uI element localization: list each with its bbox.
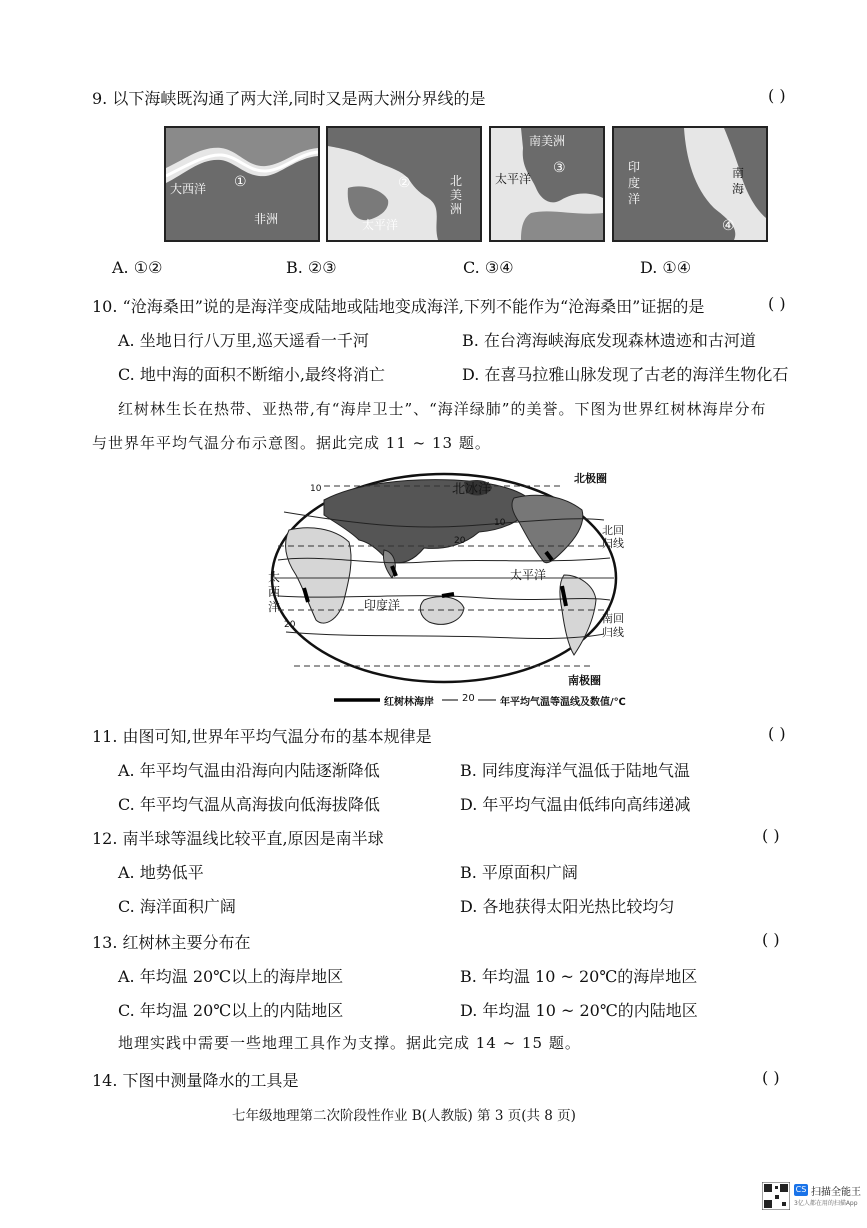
label-atlantic-3: 洋 (268, 600, 281, 614)
legend-mangrove-label: 红树林海岸 (384, 697, 434, 708)
map1-ocean-label: 大西洋 (170, 182, 207, 196)
label-atlantic-1: 太 (268, 570, 281, 584)
q11-option-a: A. 年平均气温由沿海向内陆逐渐降低 (118, 761, 380, 780)
strait-map-1 (164, 126, 320, 242)
map4-sea-2: 海 (732, 182, 745, 196)
map1-land-label: 非洲 (254, 212, 279, 226)
legend-isotherm-label: 年平均气温等温线及数值/℃ (500, 697, 626, 708)
isotherm-label-10b: 10 (494, 518, 506, 528)
q12-option-b: B. 平原面积广阔 (460, 863, 578, 882)
map3-continent-label: 南美洲 (529, 134, 566, 148)
scanner-brand: 扫描全能王 (811, 1187, 861, 1198)
label-tropic-capricorn-2: 归线 (602, 626, 624, 639)
isotherm-label-20a: 20 (454, 536, 466, 546)
q14-answer-paren: ( ) (762, 1068, 780, 1087)
q9-option-a: A. ①② (112, 258, 163, 277)
q12-answer-paren: ( ) (762, 826, 780, 845)
q11-stem: 11. 由图可知,世界年平均气温分布的基本规律是 (92, 727, 432, 746)
q10-option-d: D. 在喜马拉雅山脉发现了古老的海洋生物化石 (462, 365, 789, 384)
map2-number: ② (398, 175, 411, 191)
map2-ocean-label: 太平洋 (362, 218, 399, 232)
map2-continent-1: 北 (450, 174, 463, 188)
map4-sea-1: 南 (732, 166, 745, 180)
strait-map-2 (326, 126, 482, 242)
map3-number: ③ (553, 160, 566, 176)
q10-stem: 10. “沧海桑田”说的是海洋变成陆地或陆地变成海洋,下列不能作为“沧海桑田”证据的是 (92, 297, 705, 316)
intro-11-13-line1: 红树林生长在热带、亚热带,有“海岸卫士”、“海洋绿肺”的美誉。下图为世界红树林海岸分布 (118, 400, 767, 418)
q10-option-a: A. 坐地日行八万里,巡天遥看一千河 (118, 331, 369, 350)
intro-14-15: 地理实践中需要一些地理工具作为支撑。据此完成 14 ~ 15 题。 (118, 1034, 581, 1052)
label-arctic-ocean: 北冰洋 (452, 482, 492, 497)
isotherm-label-10a: 10 (310, 484, 322, 494)
map4-number: ④ (722, 218, 735, 234)
world-mangrove-temperature-map (264, 470, 624, 710)
map4-ocean-1: 印 (628, 160, 641, 174)
q13-option-b: B. 年均温 10 ~ 20℃的海岸地区 (460, 967, 698, 986)
q9-stem: 9. 以下海峡既沟通了两大洋,同时又是两大洲分界线的是 (92, 89, 486, 108)
q11-option-c: C. 年平均气温从高海拔向低海拔降低 (118, 795, 380, 814)
q12-stem: 12. 南半球等温线比较平直,原因是南半球 (92, 829, 384, 848)
q10-answer-paren: ( ) (768, 294, 786, 313)
q10-option-c: C. 地中海的面积不断缩小,最终将消亡 (118, 365, 385, 384)
label-tropic-capricorn-1: 南回 (602, 612, 624, 625)
q12-option-c: C. 海洋面积广阔 (118, 897, 236, 916)
intro-11-13-line2: 与世界年平均气温分布示意图。据此完成 11 ~ 13 题。 (92, 434, 491, 452)
q12-option-d: D. 各地获得太阳光热比较均匀 (460, 897, 675, 916)
label-arctic-circle: 北极圈 (574, 472, 607, 485)
label-pacific: 太平洋 (510, 568, 547, 582)
map2-continent-3: 洲 (450, 202, 463, 216)
map1-number: ① (234, 174, 247, 190)
q11-answer-paren: ( ) (768, 724, 786, 743)
q13-option-d: D. 年均温 10 ~ 20℃的内陆地区 (460, 1001, 698, 1020)
map4-ocean-2: 度 (628, 176, 641, 190)
q13-option-c: C. 年均温 20℃以上的内陆地区 (118, 1001, 344, 1020)
scanner-watermark (762, 1180, 860, 1212)
label-atlantic-2: 西 (268, 585, 281, 599)
label-tropic-cancer-2: 归线 (602, 537, 624, 550)
q11-option-b: B. 同纬度海洋气温低于陆地气温 (460, 761, 690, 780)
q13-stem: 13. 红树林主要分布在 (92, 933, 251, 952)
q9-answer-paren: ( ) (768, 86, 786, 105)
scanner-badge: CS (795, 1185, 807, 1194)
legend-isotherm-value: 20 (462, 693, 475, 704)
q10-option-b: B. 在台湾海峡海底发现森林遗迹和古河道 (462, 331, 756, 350)
q9-option-d: D. ①④ (640, 258, 692, 277)
scanner-sub: 3亿人都在用的扫描App (794, 1200, 858, 1207)
label-tropic-cancer-1: 北回 (602, 524, 624, 537)
isotherm-label-20b: 20 (284, 620, 296, 630)
label-indian-ocean: 印度洋 (364, 598, 401, 612)
page-footer: 七年级地理第二次阶段性作业 B(人教版) 第 3 页(共 8 页) (232, 1108, 576, 1124)
qr-code-icon (762, 1182, 790, 1210)
label-antarctic-circle: 南极圈 (568, 674, 601, 687)
q9-option-c: C. ③④ (463, 258, 514, 277)
q13-answer-paren: ( ) (762, 930, 780, 949)
map4-ocean-3: 洋 (628, 192, 641, 206)
strait-map-3 (489, 126, 605, 242)
q12-option-a: A. 地势低平 (118, 863, 204, 882)
map2-continent-2: 美 (450, 188, 463, 202)
q13-option-a: A. 年均温 20℃以上的海岸地区 (118, 967, 344, 986)
q14-stem: 14. 下图中测量降水的工具是 (92, 1071, 299, 1090)
q11-option-d: D. 年平均气温由低纬向高纬递减 (460, 795, 691, 814)
map3-ocean-label: 太平洋 (495, 172, 532, 186)
strait-map-4 (612, 126, 768, 242)
q9-option-b: B. ②③ (286, 258, 337, 277)
